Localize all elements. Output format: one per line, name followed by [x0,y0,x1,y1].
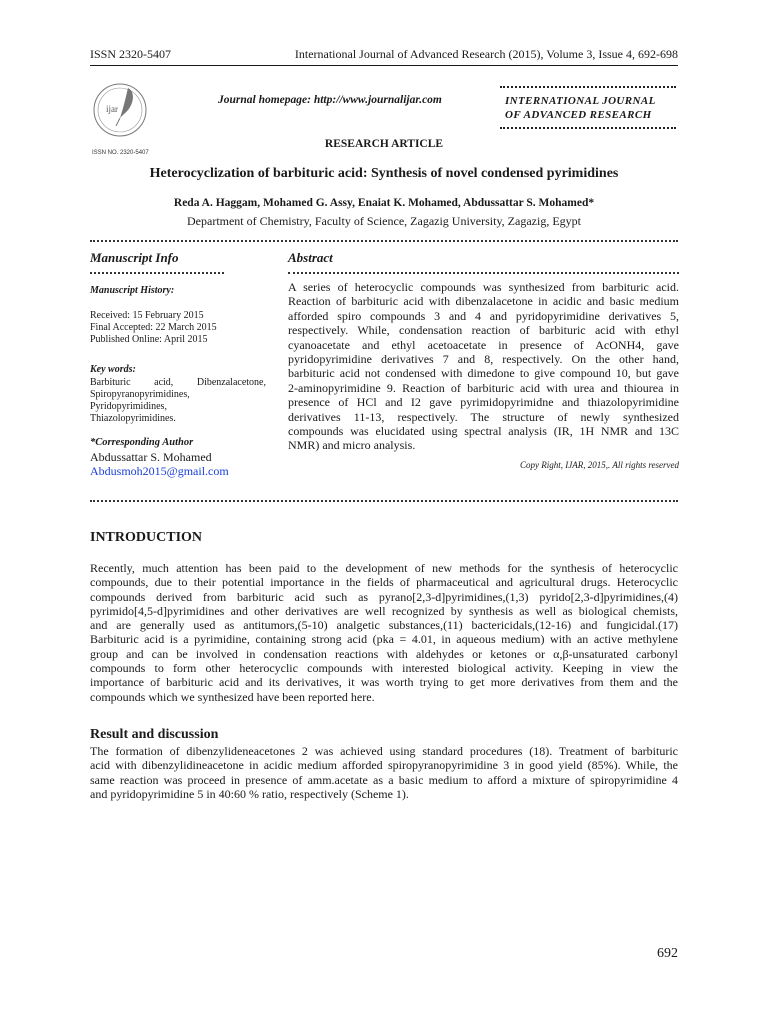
corresponding-author-label: *Corresponding Author [90,437,194,448]
abstract-line: barbituric acid not condensed with dimedone to give compound 10, but gave [288,366,679,381]
introduction-body [90,561,678,704]
introduction-heading: INTRODUCTION [90,530,203,545]
journal-homepage: Journal homepage: http://www.journalijar.com [218,94,442,106]
affiliation: Department of Chemistry, Faculty of Science, Zagazig University, Zagazig, Egypt [187,214,581,228]
results-line: The formation of dibenzylideneacetones 2 was achieved using standard procedures (18). Treatment of barbituric [90,744,678,758]
journal-name-line1: INTERNATIONAL JOURNAL [505,95,656,107]
intro-line: compounds to form other heterocyclic compounds with interested biological activity. Keeping in view the [90,661,678,676]
abstract-heading: Abstract [288,250,333,265]
keyword-line: Spiropyranopyrimidines, [90,389,190,400]
logo-issn: ISSN NO. 2320-5407 [92,150,149,156]
article-type: RESEARCH ARTICLE [324,138,444,150]
journal-box-top-border [500,86,676,88]
keyword-line: Barbituric acid, Dibenzalacetone, [90,377,266,388]
abstract-line: 2-aminopyrimidine 9. Reaction of barbituric acid with urea and thiourea in [288,380,679,395]
issn-header: ISSN 2320-5407 [90,47,172,61]
abstract-body [288,280,679,453]
header-rule [90,65,678,66]
manuscript-info-heading: Manuscript Info [90,250,179,265]
page-number: 692 [657,946,678,961]
intro-line: and are generally used as antitumors,(5-10) analgetic substances,(11) bactericidals,(12-16) and fungicidal.(17) [90,618,678,633]
copyright-notice: Copy Right, IJAR, 2015,. All rights reserved [520,460,679,470]
intro-line: Barbituric acid is a pyrimidine, containing strong acid (pka = 4.01, in aqueous medium) with an active methylene [90,632,678,647]
intro-line: compounds, due to their potential importance in the fields of pharmaceutical and agricultural drugs. Heterocyclic [90,575,678,590]
journal-box-bottom-border [500,127,676,129]
manuscript-info-rule [90,272,224,274]
results-heading: Result and discussion [90,727,219,742]
results-line: acid with dibenzylidineacetone in acidic medium afforded spiropyranopyrimidine 3 in good yield (85%). While, the [90,758,678,773]
authors: Reda A. Haggam, Mohamed G. Assy, Enaiat K. Mohamed, Abdussattar S. Mohamed* [173,197,595,209]
divider-top [90,240,678,242]
corresponding-author-name: Abdussattar S. Mohamed [90,450,212,464]
keywords-label: Key words: [90,364,136,375]
manuscript-history-label: Manuscript History: [90,285,175,296]
abstract-line: A series of heterocyclic compounds was synthesized from barbituric acid. [288,280,679,294]
published-date: Published Online: April 2015 [90,334,208,345]
intro-line: importance of barbituric acid and its derivatives, it was worth trying to get more derivatives from them and the [90,675,678,690]
abstract-line: pyridopyrimidine derivatives 7 and 8, respectively. On the other hand, [288,352,679,367]
received-date: Received: 15 February 2015 [90,310,204,321]
abstract-line: afforded spiro compounds 3 and 4 and pyridopyrimidine derivatives 5, [288,308,679,323]
intro-line: compounds which we synthesized have been reported here. [90,689,375,704]
abstract-line: derivatives 11-13, respectively. The structure of newly synthesized [288,409,679,424]
accepted-date: Final Accepted: 22 March 2015 [90,322,217,333]
abstract-line: respectively. While, condensation reaction of barbituric acid with ethyl [288,323,679,338]
results-body [90,744,678,801]
journal-name-line2: OF ADVANCED RESEARCH [505,109,652,121]
abstract-rule [288,272,679,274]
keyword-line: Pyridopyrimidines, [90,401,167,412]
divider-bottom [90,500,678,502]
results-line: and pyridopyrimidine 5 in 40:60 % ratio, respectively (Scheme 1). [90,786,409,801]
results-line: same reaction was proceed in presence of amm.acetate as a basic medium to afford a mixture of spiropyrimidine 4 [90,772,678,787]
abstract-line: presence of HCl and I2 gave pyrimidopyrimidne and thiazolopyrimidine [288,395,679,410]
logo-text: ijar [106,104,118,114]
intro-line: compounds derived from barbituric acid such as pyrano[2,3-d]pyrimidines,(1,3) pyrido[2,3-d]pyrimidines,(4) [90,589,678,604]
keyword-line: Thiazolopyrimidines. [90,413,176,424]
abstract-line: NMR) and micro analysis. [288,438,416,453]
journal-citation: International Journal of Advanced Research (2015), Volume 3, Issue 4, 692-698 [294,47,678,61]
abstract-line: cyanoacetate and ethyl acetoacetate in presence of AcONH4, gave [288,337,679,352]
intro-line: Recently, much attention has been paid to the development of new methods for the synthesis of heterocyclic [90,561,678,575]
intro-line: group and can be involved in condensation reactions with aldehydes or ketones or α,β-unsaturated carbonyl [90,646,678,661]
article-title: Heterocyclization of barbituric acid: Synthesis of novel condensed pyrimidines [149,166,619,181]
abstract-line: compounds was elucidated using spectral analysis (IR, 1H NMR and 13C [288,424,679,439]
intro-line: pyrimido[4,5-d]pyrimidines and other derivatives are well recognized by synthesis as well as biological chemists, [90,603,678,618]
corresponding-author-email[interactable]: Abdusmoh2015@gmail.com [90,464,229,478]
abstract-line: Reaction of barbituric acid with dibenzalacetone in acidic and basic medium [288,294,679,309]
